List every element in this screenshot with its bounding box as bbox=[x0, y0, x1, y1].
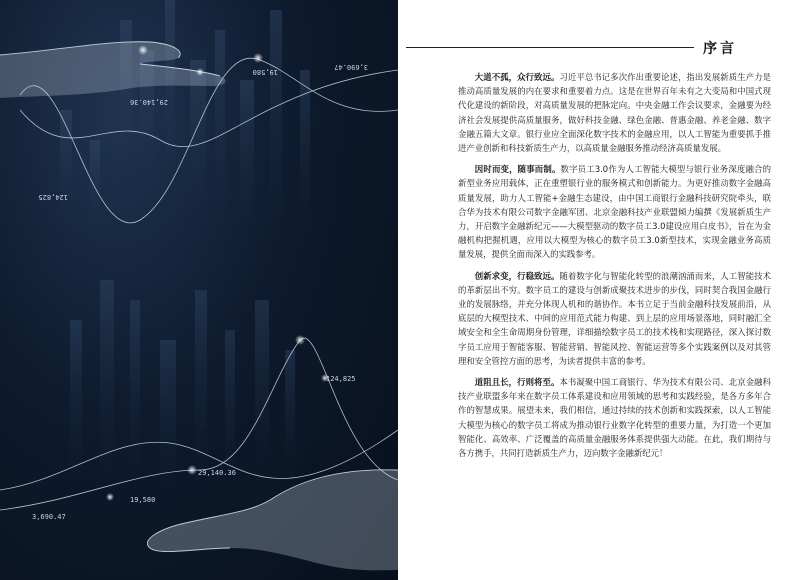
paragraph-lead: 大道不孤，众行致远。 bbox=[474, 72, 560, 82]
number-label: 19,580 bbox=[130, 496, 156, 504]
paragraph-lead: 创新求变，行稳致远。 bbox=[474, 270, 560, 281]
paragraph-body: 随着数字化与智能化转型的浪潮汹涌而来，人工智能技术的革新层出不穷。数字员工的建设与创新成聚技术进步的步伐，同时契合我国金融行业的发展脉络，并充分体现人机和的谐协作。本书立足于当前金融科技发展前沿，从底层的大模型技术、中间的应用范式能力构建、到上层的应用场景落地，同时融汇全域安全和全生命周期身份管理，详细描绘数字员工的技术栈和实现路径，深入探讨数字员工应用于智能客服、智能营销、智能风控、智能运营等多个实践案例以及对其管理和安全管控方面的思考，为读者提供丰富的参考。 bbox=[458, 270, 771, 366]
number-label: 3,690.47 bbox=[32, 513, 66, 521]
hand-bottom bbox=[147, 470, 398, 571]
number-label: 29,140.36 bbox=[198, 469, 236, 477]
number-label: 29,140.36 bbox=[130, 98, 168, 106]
bar-grid-bottom bbox=[70, 280, 295, 490]
bar-grid-top bbox=[60, 0, 310, 240]
number-label: 19,580 bbox=[252, 68, 278, 76]
paragraph-body: 本书凝聚中国工商银行、华为技术有限公司、北京金融科技产业联盟多年来在数字员工体系建设和应用领域的思考和实践经验，是各方多年合作的智慧成果。展望未来，我们相信，通过持续的技术创新和实践探索，以人工智能大模型为核心的数字员工将成为推动银行业数字化转型的重要力量，为打造一个更加智能化、高效率、广泛覆盖的高质量金融服务体系提供强大动能。在此，我们期待与各方携手，共同打造新质生产力，迈向数字金融新纪元！ bbox=[458, 377, 771, 459]
paragraph-lead: 道阻且长，行则将至。 bbox=[474, 377, 560, 388]
paragraph-lead: 因时而变，随事而制。 bbox=[474, 164, 561, 175]
number-label: 124,825 bbox=[38, 193, 68, 201]
number-label: 124,825 bbox=[326, 375, 356, 383]
number-label: 3,690.47 bbox=[334, 63, 368, 71]
preface-page bbox=[398, 0, 793, 580]
page-title: 序言 bbox=[703, 41, 737, 57]
paragraph bbox=[458, 162, 771, 261]
paragraph-body: 数字员工3.0作为人工智能大模型与银行业务深度融合的新型业务应用载体，正在重塑银行业的服务模式和创新能力。为更好推动数字金融高质量发展，助力人工智能+金融生态建设，由中国工商银行金融科技研究院牵头，联合华为技术有限公司数字金融军团、北京金融科技产业联盟倾力编撰《发展新质生产力，开启数字金融新纪元——大模型驱动的数字员工3.0建设应用白皮书》，旨在为金融机构把握机遇，应用以大模型为核心的数字员工3.0新型技术，实现金融业务高质量发展，提供全面而深入的实践参考。 bbox=[458, 164, 772, 260]
preface-body bbox=[458, 70, 771, 467]
paragraph bbox=[458, 70, 771, 155]
title-rule bbox=[406, 47, 694, 48]
paragraph-body: 习近平总书记多次作出重要论述，指出发展新质生产力是推动高质量发展的内在要求和重要着力点。这是在世界百年未有之大变局和中国式现代化建设的新阶段，对高质量发展的把脉定向。中央金融工作会议要求，金融要为经济社会发展提供高质量服务，做好科技金融、绿色金融、普惠金融、养老金融、数字金融五篇大文章。银行业应全面深化数字技术的金融应用，以人工智能为重要抓手推进产业创新和科技新质生产力，以高质量金融服务推动经济高质量发展。 bbox=[458, 72, 771, 154]
paragraph bbox=[458, 375, 771, 460]
paragraph bbox=[458, 269, 771, 368]
